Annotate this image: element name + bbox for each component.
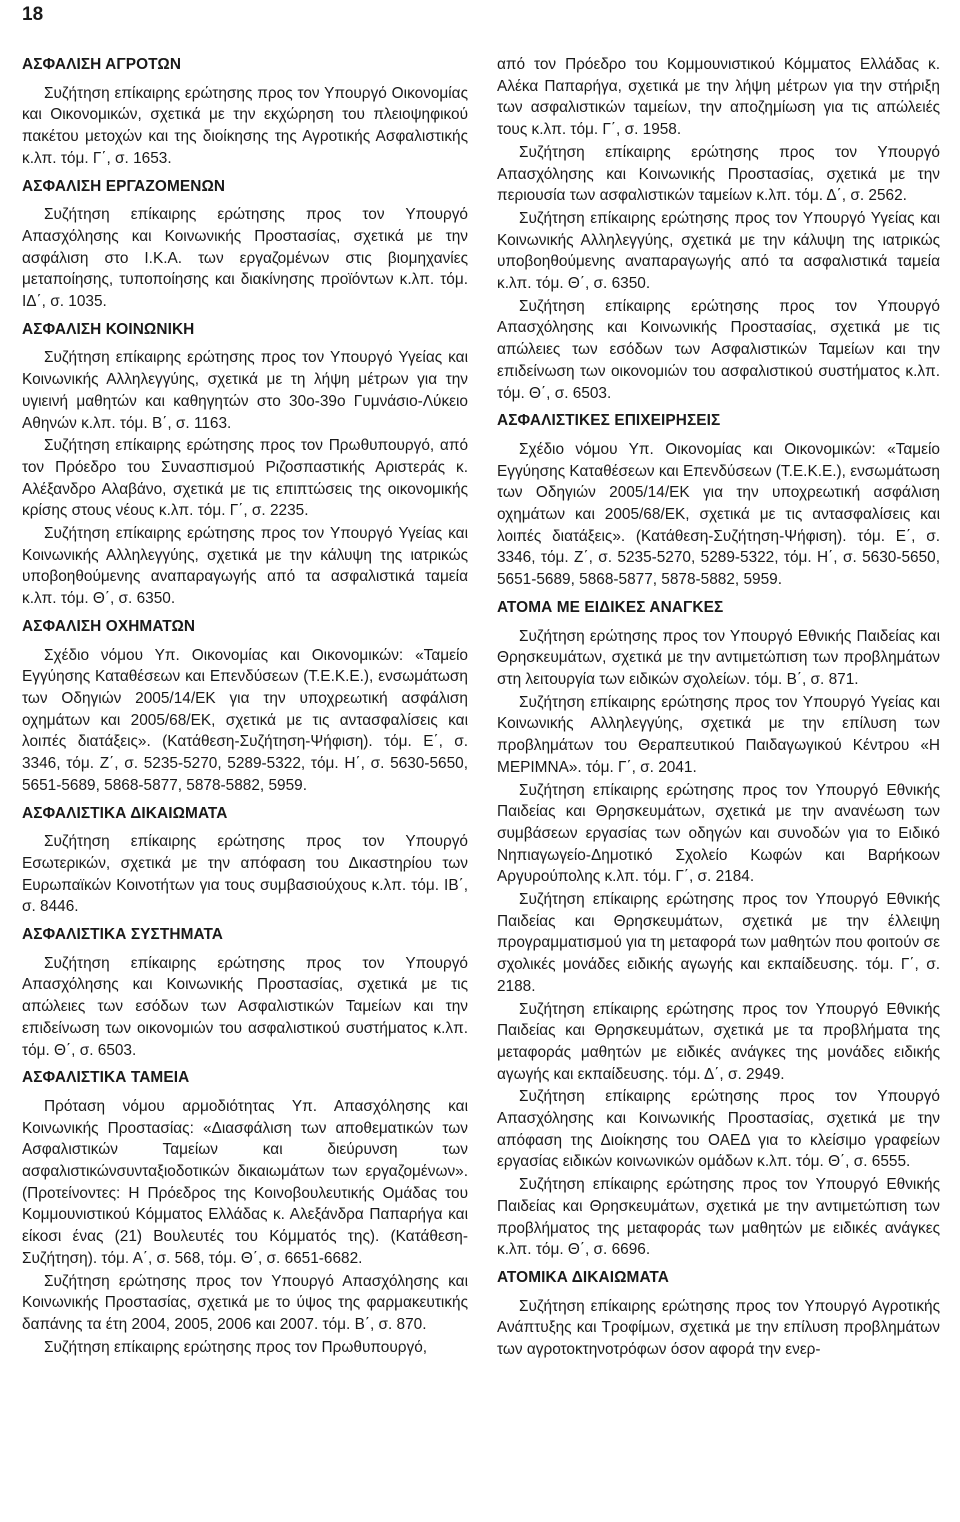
- entry-paragraph: Συζήτηση επίκαιρης ερώτησης προς τον Υπουργό Υγείας και Κοινωνικής Αλληλεγγύης, σχετικά με την επίλυση των προβλημάτων του Θεραπευτικού Παιδαγωγικού Κέντρου «Η ΜΕΡΙΜΝΑ». τόμ. Γ΄, σ. 2041.: [497, 693, 940, 776]
- section-heading: ΑΤΟΜΙΚΑ ΔΙΚΑΙΩΜΑΤΑ: [497, 1268, 669, 1286]
- entry-paragraph: Πρόταση νόμου αρμοδιότητας Υπ. Απασχόλησης και Κοινωνικής Προστασίας: «Διασφάλιση των αποθεματικών των Ασφαλιστικών Ταμείων και διεύρυνση των ασφαλιστικώνσυνταξιοδοτικών δικαιωμάτων των εργαζομένων». (Προτείνοντες: Η Πρόεδρος της Κοινοβουλευτικής Ομάδας του Κομμουνιστικού Κόμματος Ελλάδας κ. Αλεξάνδρα Παπαρήγα και είκοσι ένας (21) Βουλευτές του Κόμματός της). (Κατάθεση-Συζήτηση). τόμ. Α΄, σ. 568, τόμ. Θ΄, σ. 6651-6682.: [22, 1097, 468, 1267]
- right-column: [497, 54, 940, 1362]
- entry-paragraph: Συζήτηση επίκαιρης ερώτησης προς τον Υπουργό Εθνικής Παιδείας και Θρησκευμάτων, σχετικά με τα προβλήματα της μεταφοράς μαθητών με ειδικές ανάγκες της μονάδες ειδικής αγωγής και εκπαίδευσης. τόμ. Δ΄, σ. 2949.: [497, 1000, 940, 1083]
- left-column: [22, 54, 468, 1359]
- entry-paragraph: Συζήτηση επίκαιρης ερώτησης προς τον Υπουργό Απασχόλησης και Κοινωνικής Προστασίας, σχετικά με τις απώλειες των εσόδων των Ασφαλιστικών Ταμείων και την επιδείνωση των οικονομιών του ασφαλιστικού συστήματος κ.λπ. τόμ. Θ΄, σ. 6503.: [497, 297, 940, 402]
- section-heading: ΑΣΦΑΛΙΣΤΙΚΑ ΣΥΣΤΗΜΑΤΑ: [22, 926, 224, 944]
- entry-paragraph: Συζήτηση επίκαιρης ερώτησης προς τον Υπουργό Εθνικής Παιδείας και Θρησκευμάτων, σχετικά με την έλλειψη προγραμματισμού για τη μεταφορά των μαθητών που φοιτούν σε σχολικές μονάδες ειδικής αγωγής και εκπαίδευσης. τόμ. Γ΄, σ. 2188.: [497, 891, 940, 995]
- section-heading: ΑΤΟΜΑ ΜΕ ΕΙΔΙΚΕΣ ΑΝΑΓΚΕΣ: [497, 598, 724, 616]
- entry-paragraph: Συζήτηση επίκαιρης ερώτησης προς τον Υπουργό Εθνικής Παιδείας και Θρησκευμάτων, σχετικά με την αντιμετώπιση των προβλήματος της μεταφοράς των μαθητών με ειδικές ανάγκες κ.λπ. τόμ. Θ΄, σ. 6696.: [497, 1176, 940, 1259]
- section-heading: ΑΣΦΑΛΙΣΤΙΚΕΣ ΕΠΙΧΕΙΡΗΣΕΙΣ: [497, 412, 721, 430]
- section-heading: ΑΣΦΑΛΙΣΤΙΚΑ ΤΑΜΕΙΑ: [22, 1069, 190, 1087]
- section-heading: ΑΣΦΑΛΙΣΗ ΚΟΙΝΩΝΙΚΗ: [22, 320, 195, 338]
- entry-paragraph: Συζήτηση επίκαιρης ερώτησης προς τον Υπουργό Εθνικής Παιδείας και Θρησκευμάτων, σχετικά με την ανανέωση των συμβάσεων εργασίας των οδηγών και συνοδών για το Ειδικό Νηπιαγωγείο-Δημοτικό Σχολείο Κωφών και Βαρήκοων Αργυρούπολης κ.λπ. τόμ. Γ΄, σ. 2184.: [497, 781, 940, 886]
- entry-paragraph: Συζήτηση επίκαιρης ερώτησης προς τον Υπουργό Υγείας και Κοινωνικής Αλληλεγγύης, σχετικά με την κάλυψη της ιατρικώς υποβοηθούμενης αναπαραγωγής από τα ασφαλιστικά ταμεία κ.λπ. τόμ. Θ΄, σ. 6350.: [497, 209, 940, 293]
- entry-paragraph: Συζήτηση επίκαιρης ερώτησης προς τον Πρωθυπουργό,: [44, 1338, 428, 1356]
- section-heading: ΑΣΦΑΛΙΣΤΙΚΑ ΔΙΚΑΙΩΜΑΤΑ: [22, 804, 228, 822]
- entry-paragraph: Συζήτηση επίκαιρης ερώτησης προς τον Πρωθυπουργό, από τον Πρόεδρο του Συνασπισμού Ριζοσπαστικής Αριστεράς κ. Αλέξανδρο Αλαβάνο, σχετικά με τις επιπτώσεις της οικονομικής κρίσης στους νέους κ.λπ. τόμ. Γ΄, σ. 2235.: [22, 437, 468, 520]
- page-number: 18: [22, 4, 44, 25]
- entry-paragraph: Σχέδιο νόμου Υπ. Οικονομίας και Οικονομικών: «Ταμείο Εγγύησης Καταθέσεων και Επενδύσεων (Τ.Ε.Κ.Ε.), ενσωμάτωση των Οδηγιών 2005/14/ΕΚ για την υποχρεωτική ασφάλιση οχημάτων και 2005/68/ΕΚ, σχετικά με τις αντασφαλίσεις και λοιπές διατάξεις». (Κατάθεση-Συζήτηση-Ψήφιση). τόμ. Ε΄, σ. 3346, τόμ. Ζ΄, σ. 5235-5270, 5289-5322, τόμ. Η΄, σ. 5630-5650, 5651-5689, 5868-5877, 5878-5882, 5959.: [497, 440, 940, 589]
- entry-paragraph: Συζήτηση επίκαιρης ερώτησης προς τον Υπουργό Υγείας και Κοινωνικής Αλληλεγγύης, σχετικά με την κάλυψη της ιατρικώς υποβοηθούμενης αναπαραγωγής από τα ασφαλιστικά ταμεία κ.λπ. τόμ. Θ΄, σ. 6350.: [22, 525, 468, 608]
- entry-paragraph: Συζήτηση ερώτησης προς τον Υπουργό Απασχόλησης και Κοινωνικής Προστασίας, σχετικά με το ύψος της φαρμακευτικής δαπάνης τα έτη 2004, 2005, 2006 και 2007. τόμ. Β΄, σ. 870.: [22, 1272, 468, 1333]
- entry-paragraph: Συζήτηση επίκαιρης ερώτησης προς τον Υπουργό Απασχόλησης και Κοινωνικής Προστασίας, σχετικά με τις απώλειες των εσόδων των Ασφαλιστικών Ταμείων και την επιδείνωση των οικονομιών του ασφαλιστικού συστήματος κ.λπ. τόμ. Θ΄, σ. 6503.: [22, 954, 468, 1059]
- entry-paragraph: Συζήτηση επίκαιρης ερώτησης προς τον Υπουργό Απασχόλησης και Κοινωνικής Προστασίας, σχετικά με την απόφαση της Διοίκησης του ΟΑΕΔ για το κλείσιμο γραφείων εργασίας ειδικών κοινωνικών ομάδων κ.λπ. τόμ. Θ΄, σ. 6555.: [497, 1088, 940, 1171]
- entry-paragraph: Συζήτηση επίκαιρης ερώτησης προς τον Υπουργό Απασχόλησης και Κοινωνικής Προστασίας, σχετικά με την ασφάλιση στο Ι.Κ.Α. των εργαζομένων στις βιομηχανίες μεταποίησης, τυποποίησης και διακίνησης προϊόντων κ.λπ. τόμ. ΙΔ΄, σ. 1035.: [22, 206, 468, 311]
- section-heading: ΑΣΦΑΛΙΣΗ ΕΡΓΑΖΟΜΕΝΩΝ: [22, 177, 226, 195]
- entry-paragraph: Συζήτηση επίκαιρης ερώτησης προς τον Υπουργό Οικονομίας και Οικονομικών, σχετικά με την εκχώρηση του πλειοψηφικού πακέτου μετοχών και της διοίκησης της Αγροτικής Ασφαλιστικής κ.λπ. τόμ. Γ΄, σ. 1653.: [22, 84, 468, 167]
- entry-paragraph: Συζήτηση ερώτησης προς τον Υπουργό Εθνικής Παιδείας και Θρησκευμάτων, σχετικά με την αντιμετώπιση των προβλημάτων στη λειτουργία των ειδικών σχολείων. τόμ. Β΄, σ. 871.: [497, 627, 940, 688]
- entry-paragraph: Συζήτηση επίκαιρης ερώτησης προς τον Υπουργό Αγροτικής Ανάπτυξης και Τροφίμων, σχετικά με την επίλυση προβλημάτων των αγροτοκτηνοτρόφων όσον αφορά την ενερ-: [497, 1297, 940, 1359]
- entry-paragraph: Σχέδιο νόμου Υπ. Οικονομίας και Οικονομικών: «Ταμείο Εγγύησης Καταθέσεων και Επενδύσεων (Τ.Ε.Κ.Ε.), ενσωμάτωση των Οδηγιών 2005/14/ΕΚ για την υποχρεωτική ασφάλιση οχημάτων και 2005/68/ΕΚ, σχετικά με τις αντασφαλίσεις και λοιπές διατάξεις». (Κατάθεση-Συζήτηση-Ψήφιση). τόμ. Ε΄, σ. 3346, τόμ. Ζ΄, σ. 5235-5270, 5289-5322, τόμ. Η΄, σ. 5630-5650, 5651-5689, 5868-5877, 5878-5882, 5959.: [22, 646, 468, 794]
- section-heading: ΑΣΦΑΛΙΣΗ ΑΓΡΟΤΩΝ: [22, 56, 182, 73]
- section-heading: ΑΣΦΑΛΙΣΗ ΟΧΗΜΑΤΩΝ: [22, 617, 196, 635]
- entry-paragraph: από τον Πρόεδρο του Κομμουνιστικού Κόμματος Ελλάδας κ. Αλέκα Παπαρήγα, σχετικά με την λήψη μέτρων για την στήριξη των ασφαλιστικών ταμείων, την αποζημίωση για τις απώλειές τους κ.λπ. τόμ. Γ΄, σ. 1958.: [497, 56, 940, 139]
- entry-paragraph: Συζήτηση επίκαιρης ερώτησης προς τον Υπουργό Υγείας και Κοινωνικής Αλληλεγγύης, σχετικά με τη λήψη μέτρων για την υγιεινή μαθητών και καθηγητών στο 30ο-39ο Γυμνάσιο-Λύκειο Αθηνών κ.λπ. τόμ. Β΄, σ. 1163.: [22, 349, 468, 432]
- entry-paragraph: Συζήτηση επίκαιρης ερώτησης προς τον Υπουργό Απασχόλησης και Κοινωνικής Προστασίας, σχετικά με την περιουσία των ασφαλιστικών ταμείων κ.λπ. τόμ. Δ΄, σ. 2562.: [497, 143, 940, 205]
- entry-paragraph: Συζήτηση επίκαιρης ερώτησης προς τον Υπουργό Εσωτερικών, σχετικά με την απόφαση του Δικαστηρίου των Ευρωπαϊκών Κοινοτήτων για τους συμβασιούχους κ.λπ. τόμ. ΙΒ΄, σ. 8446.: [22, 833, 468, 916]
